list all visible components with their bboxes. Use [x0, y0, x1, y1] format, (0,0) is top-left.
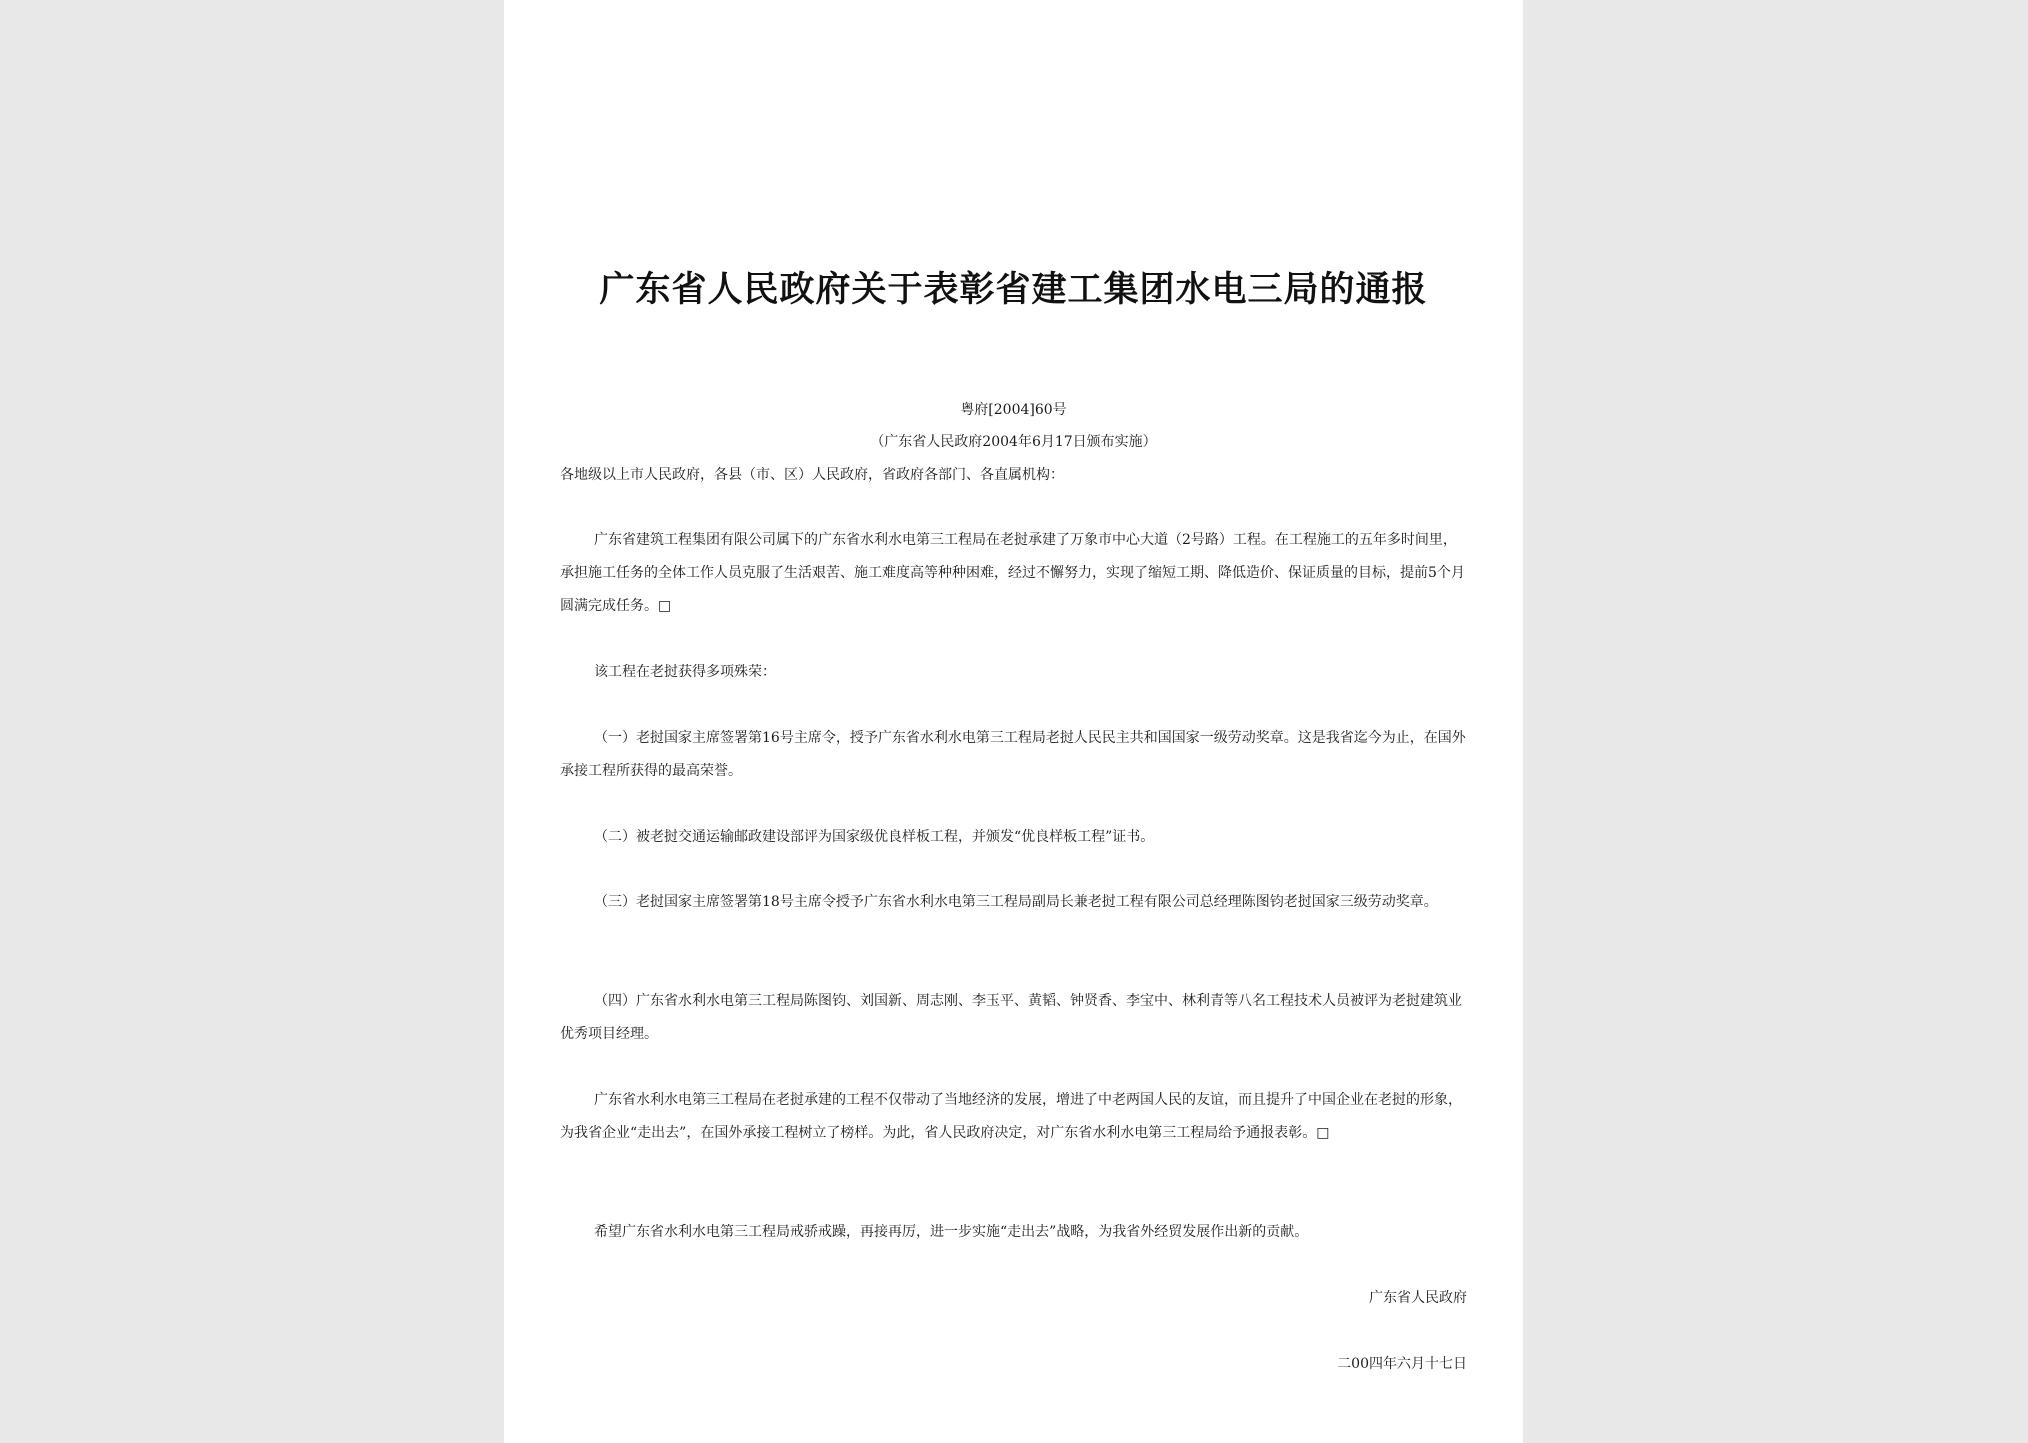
- paragraph-4: （二）被老挝交通运输邮政建设部评为国家级优良样板工程，并颁发“优良样板工程”证书。: [594, 829, 1155, 845]
- document-page: [504, 0, 1523, 1443]
- paragraph-2: 该工程在老挝获得多项殊荣：: [594, 664, 776, 680]
- document-date: 二00四年六月十七日: [1337, 1356, 1467, 1372]
- paragraph-7: 广东省水利水电第三工程局在老挝承建的工程不仅带动了当地经济的发展，增进了中老两国人民的友谊，而且提升了中国企业在老挝的形象，为我省企业“走出去”，在国外承接工程树立了榜样。为此，省人民政府决定，对广东省水利水电第三工程局给予通报表彰。□: [560, 1092, 1462, 1141]
- salutation: 各地级以上市人民政府，各县（市、区）人民政府，省政府各部门、各直属机构：: [560, 467, 1064, 483]
- paragraph-1: 广东省建筑工程集团有限公司属下的广东省水利水电第三工程局在老挝承建了万象市中心大道（2号路）工程。在工程施工的五年多时间里，承担施工任务的全体工作人员克服了生活艰苦、施工难度高等种种困难，经过不懈努力，实现了缩短工期、降低造价、保证质量的目标，提前5个月圆满完成任务。□: [560, 532, 1465, 614]
- signature: 广东省人民政府: [1369, 1290, 1467, 1306]
- paragraph-3: （一）老挝国家主席签署第16号主席令，授予广东省水利水电第三工程局老挝人民民主共和国国家一级劳动奖章。这是我省迄今为止，在国外承接工程所获得的最高荣誉。: [560, 730, 1466, 779]
- paragraph-5: （三）老挝国家主席签署第18号主席令授予广东省水利水电第三工程局副局长兼老挝工程有限公司总经理陈图钧老挝国家三级劳动奖章。: [594, 894, 1438, 910]
- document-title: 广东省人民政府关于表彰省建工集团水电三局的通报: [599, 269, 1428, 310]
- issued-note: （广东省人民政府2004年6月17日颁布实施）: [870, 434, 1157, 450]
- document-number: 粤府[2004]60号: [960, 402, 1067, 418]
- paragraph-8: 希望广东省水利水电第三工程局戒骄戒躁，再接再厉，进一步实施“走出去”战略，为我省外经贸发展作出新的贡献。: [594, 1224, 1309, 1240]
- paragraph-6: （四）广东省水利水电第三工程局陈图钧、刘国新、周志刚、李玉平、黄韬、钟贤香、李宝中、林利青等八名工程技术人员被评为老挝建筑业优秀项目经理。: [560, 993, 1462, 1042]
